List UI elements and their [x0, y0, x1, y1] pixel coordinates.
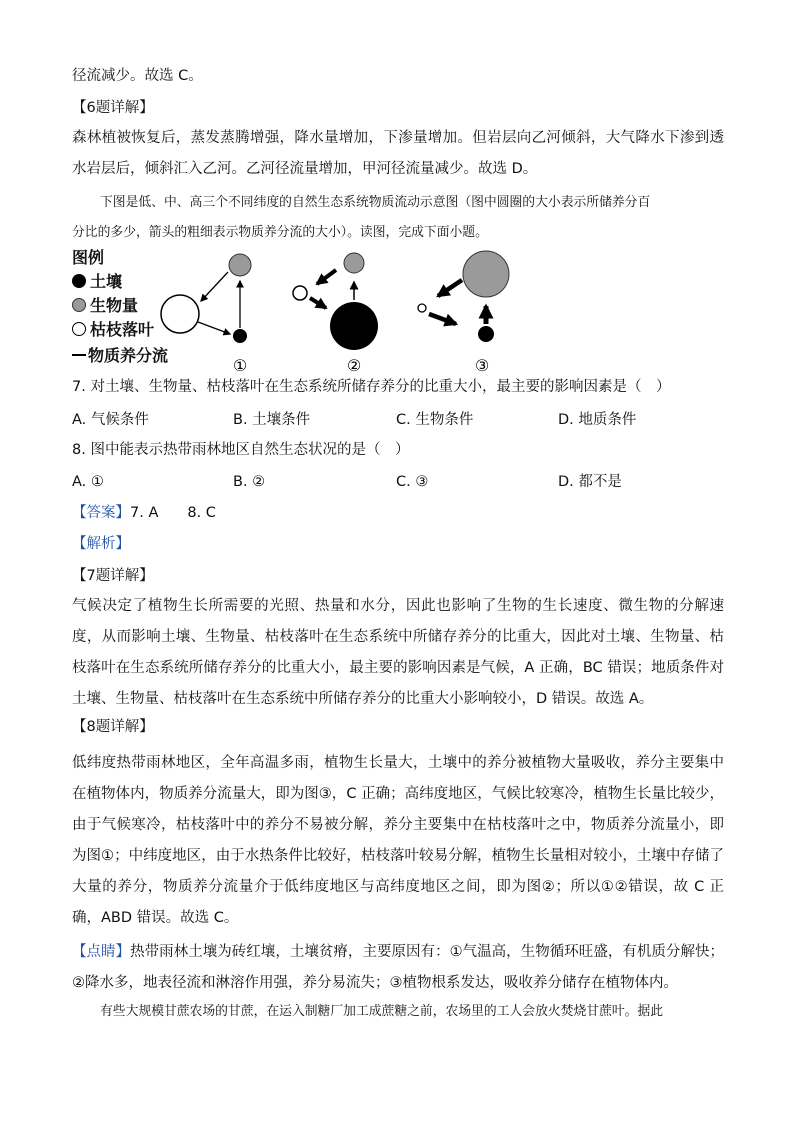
d2-litter-circle — [293, 286, 307, 300]
next-intro-line-1: 有些大规模甘蔗农场的甘蔗，在运入制糖厂加工成蔗糖之前，农场里的工人会放火焚烧甘蔗叶。据此 — [100, 1004, 664, 1019]
intro-line-2: 分比的多少，箭头的粗细表示物质养分流的大小）。读图，完成下面小题。 — [72, 225, 488, 240]
d3-arrow-biomass-to-litter — [438, 280, 462, 296]
d1-litter-circle — [161, 295, 199, 333]
prev-answer-tail: 径流减少。故选 C。 — [72, 68, 203, 84]
d1-arrow-biomass-to-litter — [201, 272, 228, 301]
q8-option-d: D. 都不是 — [558, 474, 622, 490]
legend-litter-label: 枯枝落叶 — [90, 320, 155, 339]
section-title-q8: 【8题详解】 — [72, 719, 154, 735]
legend-flow-label: 物质养分流 — [88, 346, 169, 365]
legend-title: 图例 — [72, 248, 105, 267]
diagram-3 — [418, 251, 509, 342]
intro-line-1: 下图是低、中、高三个不同纬度的自然生态系统物质流动示意图（图中圆圈的大小表示所储养分百 — [100, 195, 651, 210]
d2-arrow-biomass-to-litter — [317, 270, 336, 284]
diagram-2 — [293, 253, 378, 350]
section-title-q7: 【7题详解】 — [72, 568, 154, 584]
q7-option-c: C. 生物条件 — [396, 412, 474, 428]
d1-arrow-litter-to-soil — [198, 322, 230, 334]
tip-label: 【点睛】 — [72, 944, 131, 960]
d2-biomass-circle — [344, 253, 364, 273]
d3-biomass-circle — [463, 251, 509, 297]
diagram-label-2: ② — [346, 356, 362, 374]
section-title-q6: 【6题详解】 — [72, 100, 154, 116]
tip-paragraph — [72, 937, 724, 999]
diagram-label-3: ③ — [474, 356, 490, 374]
q8-option-a: A. ① — [72, 474, 104, 490]
d1-biomass-circle — [229, 254, 251, 276]
diagram-1 — [161, 254, 251, 343]
d3-soil-circle — [478, 326, 494, 342]
tip-text: 热带雨林土壤为砖红壤，土壤贫瘠，主要原因有：①气温高，生物循环旺盛，有机质分解快；②降水多，地表径流和淋溶作用强，养分易流失；③植物根系发达，吸收养分储存在植物体内。 — [72, 944, 724, 991]
q7-stem: 7. 对土壤、生物量、枯枝落叶在生态系统所储存养分的比重大小，最主要的影响因素是（ ） — [72, 379, 671, 395]
legend-soil-label: 土壤 — [90, 272, 123, 291]
d2-soil-circle — [330, 302, 378, 350]
d2-arrow-litter-to-soil — [310, 298, 326, 308]
legend-biomass-label: 生物量 — [90, 296, 139, 315]
answer-label: 【答案】 — [72, 505, 130, 521]
analysis-label: 【解析】 — [72, 536, 130, 552]
q8-option-b: B. ② — [233, 474, 266, 490]
q8-option-c: C. ③ — [396, 474, 429, 490]
q8-stem: 8. 图中能表示热带雨林地区自然生态状况的是（ ） — [72, 442, 410, 458]
answer-text: 7. A 8. C — [130, 505, 216, 521]
q7-option-a: A. 气候条件 — [72, 412, 149, 428]
nutrient-cycle-diagrams — [60, 244, 520, 374]
d1-soil-circle — [233, 329, 247, 343]
d3-litter-circle — [418, 304, 426, 312]
q6-explanation: 森林植被恢复后，蒸发蒸腾增强，降水量增加，下渗量增加。但岩层向乙河倾斜，大气降水下渗到透水岩层后，倾斜汇入乙河。乙河径流量增加，甲河径流量减少。故选 D。 — [72, 130, 724, 177]
q7-explanation: 气候决定了植物生长所需要的光照、热量和水分，因此也影响了生物的生长速度、微生物的分解速度，从而影响土壤、生物量、枯枝落叶在生态系统中所储存养分的比重大，因此对土壤、生物量、枯枝落叶在生态系统所储存养分的比重大小，最主要的影响因素是气候，A 正确，BC 错误；地质条件对土壤、生物量、枯枝落叶在生态系统中所储存养分的比重大小影响较小，D 错误。故选 A。 — [72, 598, 724, 707]
q7-option-b: B. 土壤条件 — [233, 412, 311, 428]
d3-arrow-litter-to-soil — [429, 314, 456, 324]
diagram-label-1: ① — [232, 356, 248, 374]
q8-explanation: 低纬度热带雨林地区，全年高温多雨，植物生长量大，土壤中的养分被植物大量吸收，养分主要集中在植物体内，物质养分流量大，即为图③，C 正确；高纬度地区，气候比较寒冷，植物生长量比较少，由于气候寒冷，枯枝落叶中的养分不易被分解，养分主要集中在枯枝落叶之中，物质养分流量小，即为图①；中纬度地区，由于水热条件比较好，枯枝落叶较易分解，植物生长量相对较小，土壤中存储了大量的养分，物质养分流量介于低纬度地区与高纬度地区之间，即为图②；所以①②错误，故 C 正确，ABD 错误。故选 C。 — [72, 755, 724, 926]
answer-row — [72, 503, 216, 523]
q7-option-d: D. 地质条件 — [558, 412, 637, 428]
